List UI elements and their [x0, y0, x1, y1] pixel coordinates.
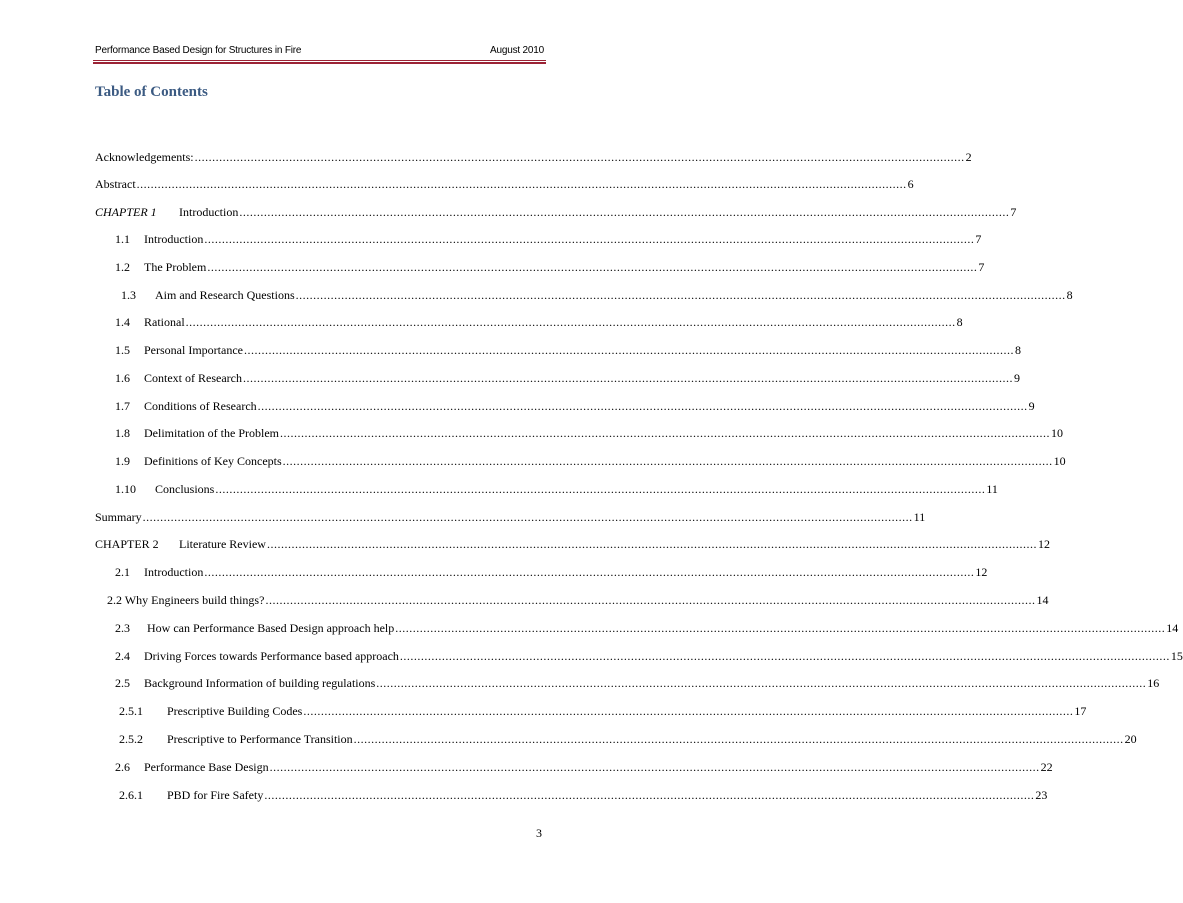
toc-entry-title: Introduction: [179, 205, 239, 219]
toc-entry-page: 8: [956, 315, 963, 329]
toc-entry-title: Personal Importance: [144, 343, 243, 357]
toc-entry-title: The Problem: [144, 260, 207, 274]
toc-entry[interactable]: [119, 788, 1048, 804]
toc-entry[interactable]: [115, 621, 1179, 637]
toc-entry-title: Performance Base Design: [144, 760, 269, 774]
dot-leader: ............................................................................................................................................................................................................................: [243, 343, 1014, 357]
toc-entry-page: 10: [1053, 454, 1066, 468]
toc-entry[interactable]: [115, 260, 985, 276]
dot-leader: ............................................................................................................................................................................................................................: [266, 537, 1037, 551]
toc-entry-title: How can Performance Based Design approach help: [147, 621, 395, 635]
dot-leader: ............................................................................................................................................................................................................................: [282, 454, 1053, 468]
toc-entry-number: 1.4: [115, 315, 130, 329]
toc-entry-title: Abstract: [95, 177, 136, 191]
toc-entry[interactable]: [115, 565, 988, 581]
toc-entry-title: PBD for Fire Safety: [167, 788, 264, 802]
toc-entry[interactable]: [115, 315, 963, 331]
toc-entry-title: Introduction: [144, 565, 204, 579]
toc-entry-number: 1.1: [115, 232, 130, 246]
dot-leader: ............................................................................................................................................................................................................................: [194, 150, 965, 164]
toc-entry-page: 12: [975, 565, 988, 579]
toc-entry-number: CHAPTER 2: [95, 537, 159, 551]
toc-entry-page: 14: [1166, 621, 1179, 635]
toc-entry-number: 2.3: [115, 621, 130, 635]
toc-entry[interactable]: [115, 232, 982, 248]
toc-entry-title: Aim and Research Questions: [155, 288, 295, 302]
dot-leader: ............................................................................................................................................................................................................................: [269, 760, 1040, 774]
dot-leader: ............................................................................................................................................................................................................................: [399, 649, 1170, 663]
toc-entry-page: 11: [986, 482, 998, 496]
toc-entry[interactable]: [119, 704, 1087, 720]
dot-leader: ............................................................................................................................................................................................................................: [257, 399, 1028, 413]
toc-entry-title: Context of Research: [144, 371, 242, 385]
toc-entry[interactable]: [115, 482, 998, 498]
dot-leader: ............................................................................................................................................................................................................................: [395, 621, 1166, 635]
toc-entry[interactable]: [119, 732, 1137, 748]
toc-entry-number: 2.5: [115, 676, 130, 690]
toc-entry-page: 12: [1037, 537, 1050, 551]
toc-entry-title: Acknowledgements:: [95, 150, 194, 164]
header-date: August 2010: [490, 45, 544, 56]
toc-entry-number: 2.4: [115, 649, 130, 663]
toc-entry-number: 2.1: [115, 565, 130, 579]
toc-entry-page: 17: [1074, 704, 1087, 718]
toc-entry-number: 2.5.1: [119, 704, 143, 718]
header-rule-thick: [93, 62, 546, 64]
toc-entry[interactable]: [115, 760, 1053, 776]
toc-entry[interactable]: [95, 177, 914, 193]
toc-entry-number: 1.10: [115, 482, 136, 496]
toc-entry[interactable]: [95, 510, 926, 526]
toc-entry[interactable]: [115, 676, 1160, 692]
toc-entry-page: 22: [1040, 760, 1053, 774]
toc-entry-page: 9: [1028, 399, 1035, 413]
dot-leader: ............................................................................................................................................................................................................................: [207, 260, 978, 274]
toc-entry[interactable]: [115, 426, 1063, 442]
toc-entry-title: Summary: [95, 510, 142, 524]
toc-entry[interactable]: [107, 593, 1049, 609]
toc-entry-page: 7: [1010, 205, 1017, 219]
dot-leader: ............................................................................................................................................................................................................................: [264, 788, 1035, 802]
dot-leader: ............................................................................................................................................................................................................................: [215, 482, 986, 496]
toc-entry-number: 1.9: [115, 454, 130, 468]
toc-entry-page: 16: [1147, 676, 1160, 690]
dot-leader: ............................................................................................................................................................................................................................: [353, 732, 1124, 746]
header-rule-thin: [93, 60, 546, 61]
toc-entry-number: CHAPTER 1: [95, 205, 157, 219]
toc-entry-number: 1.8: [115, 426, 130, 440]
toc-entry[interactable]: [121, 288, 1073, 304]
page-number: 3: [536, 826, 542, 840]
toc-entry-page: 8: [1014, 343, 1021, 357]
toc-entry-title: Prescriptive to Performance Transition: [167, 732, 353, 746]
dot-leader: ............................................................................................................................................................................................................................: [204, 565, 975, 579]
toc-entry-number: 1.5: [115, 343, 130, 357]
dot-leader: ............................................................................................................................................................................................................................: [185, 315, 956, 329]
toc-entry-number: 2.6: [115, 760, 130, 774]
dot-leader: ............................................................................................................................................................................................................................: [204, 232, 975, 246]
toc-entry[interactable]: [115, 343, 1021, 359]
toc-entry-title: Driving Forces towards Performance based approach: [144, 649, 399, 663]
toc-entry-page: 15: [1170, 649, 1183, 663]
toc-entry-page: 8: [1066, 288, 1073, 302]
toc-entry[interactable]: [115, 454, 1066, 470]
toc-entry-title: Background Information of building regulations: [144, 676, 376, 690]
dot-leader: ............................................................................................................................................................................................................................: [239, 205, 1010, 219]
dot-leader: ............................................................................................................................................................................................................................: [279, 426, 1050, 440]
toc-entry-number: 1.7: [115, 399, 130, 413]
toc-entry-title: Delimitation of the Problem: [144, 426, 279, 440]
toc-entry[interactable]: [115, 371, 1020, 387]
toc-entry[interactable]: [115, 399, 1035, 415]
toc-entry[interactable]: [95, 150, 972, 166]
toc-entry-title: Rational: [144, 315, 185, 329]
toc-entry-title: 2.2 Why Engineers build things?: [107, 593, 265, 607]
running-header: [95, 45, 544, 59]
toc-entry-number: 1.6: [115, 371, 130, 385]
toc-entry-number: 2.6.1: [119, 788, 143, 802]
toc-entry-page: 14: [1036, 593, 1049, 607]
toc-title: Table of Contents: [95, 84, 208, 100]
toc-entry-page: 9: [1013, 371, 1020, 385]
dot-leader: ............................................................................................................................................................................................................................: [142, 510, 913, 524]
header-title: Performance Based Design for Structures in Fire: [95, 45, 302, 56]
dot-leader: ............................................................................................................................................................................................................................: [376, 676, 1147, 690]
toc-entry-title: Definitions of Key Concepts: [144, 454, 282, 468]
toc-entry[interactable]: [115, 649, 1183, 665]
toc-entry-page: 20: [1124, 732, 1137, 746]
toc-entry-number: 1.3: [121, 288, 136, 302]
toc-entry-page: 6: [907, 177, 914, 191]
toc-entry-title: Conclusions: [155, 482, 215, 496]
toc-entry-number: 1.2: [115, 260, 130, 274]
toc-entry-title: Literature Review: [179, 537, 266, 551]
dot-leader: ............................................................................................................................................................................................................................: [242, 371, 1013, 385]
toc-entry-title: Introduction: [144, 232, 204, 246]
toc-entry-title: Conditions of Research: [144, 399, 257, 413]
dot-leader: ............................................................................................................................................................................................................................: [136, 177, 907, 191]
dot-leader: ............................................................................................................................................................................................................................: [265, 593, 1036, 607]
toc-entry-page: 11: [913, 510, 926, 524]
toc-entry-page: 7: [978, 260, 985, 274]
dot-leader: ............................................................................................................................................................................................................................: [295, 288, 1066, 302]
toc-entry-page: 7: [975, 232, 982, 246]
toc-entry[interactable]: [95, 205, 1017, 221]
toc-entry-page: 2: [965, 150, 972, 164]
toc-entry-title: Prescriptive Building Codes: [167, 704, 303, 718]
toc-entry-page: 10: [1050, 426, 1063, 440]
dot-leader: ............................................................................................................................................................................................................................: [303, 704, 1074, 718]
toc-entry[interactable]: [95, 537, 1050, 553]
toc-entry-number: 2.5.2: [119, 732, 143, 746]
toc-entry-page: 23: [1035, 788, 1048, 802]
